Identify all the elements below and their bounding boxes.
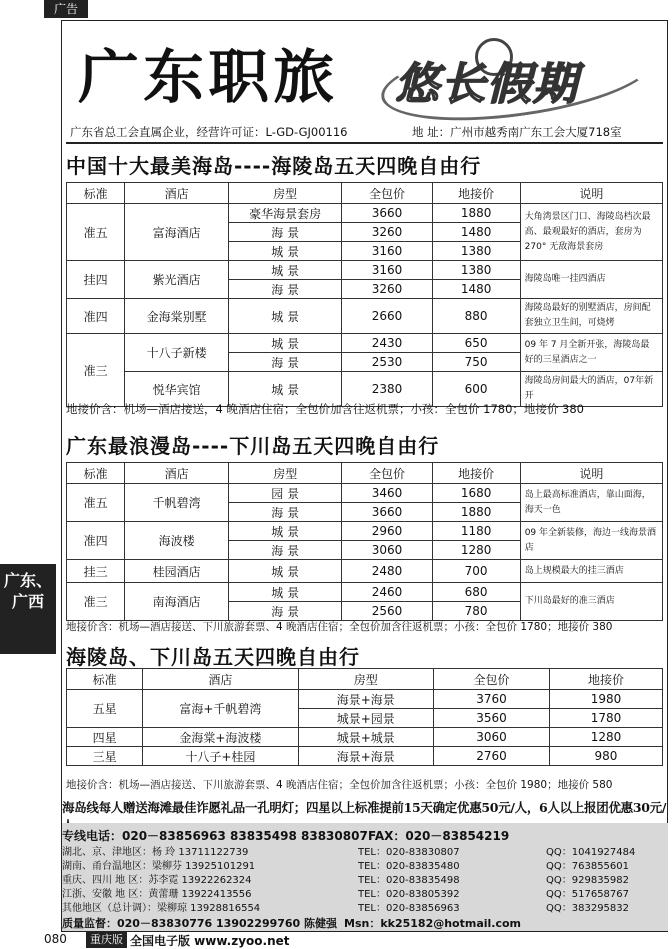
room-type: 海 景 xyxy=(228,353,341,372)
section3-footer: 地接价含：机场—酒店接送、下川旅游套票、4 晚酒店住宿；全包价加含往返机票；小孩：全包价 1980；地接价 580 xyxy=(66,779,613,791)
full-price: 3660 xyxy=(342,204,432,223)
website[interactable]: 全国电子版 www.zyoo.net xyxy=(130,934,290,948)
room-type: 海景+海景 xyxy=(298,690,434,709)
full-price: 2430 xyxy=(342,334,432,353)
row-note: 09 年 7 月全新开张，海陵岛最好的三星酒店之一 xyxy=(520,334,662,372)
quality-supervision: 质量监督：020－83830776 13902299760 陈健强 xyxy=(62,917,338,930)
row-hotel: 十八子+桂园 xyxy=(143,747,298,766)
local-price: 1880 xyxy=(432,503,520,522)
row-standard: 五星 xyxy=(67,690,143,728)
full-price: 3160 xyxy=(342,242,432,261)
row-note: 海陵岛房间最大的酒店，07年新开 xyxy=(520,372,662,407)
local-price: 1380 xyxy=(432,261,520,280)
divider xyxy=(66,142,663,144)
local-price: 600 xyxy=(432,372,520,407)
local-price: 1880 xyxy=(432,204,520,223)
section3-table xyxy=(66,668,663,766)
room-type: 园 景 xyxy=(228,484,341,503)
region-contact: 湖北、京、津地区：杨 玲 13711122739 xyxy=(62,847,249,858)
row-hotel: 千帆碧湾 xyxy=(125,484,229,522)
table-header: 地接价 xyxy=(549,669,662,690)
table-row xyxy=(67,522,663,541)
full-price: 3060 xyxy=(342,541,432,560)
region-qq: QQ：763855601 xyxy=(546,861,630,872)
row-standard: 四星 xyxy=(67,728,143,747)
row-standard: 准三 xyxy=(67,334,125,407)
local-price: 680 xyxy=(432,583,520,602)
room-type: 城景+园景 xyxy=(298,709,434,728)
local-price: 1380 xyxy=(432,242,520,261)
local-price: 1280 xyxy=(432,541,520,560)
table-header: 地接价 xyxy=(432,463,520,484)
table-row xyxy=(67,484,663,503)
region-tel: TEL：020-83856963 xyxy=(358,903,460,914)
room-type: 海 景 xyxy=(228,541,341,560)
section1-table xyxy=(66,182,663,407)
row-note: 岛上最高标准酒店，靠山面海，海天一色 xyxy=(520,484,662,522)
hotline: 专线电话：020－83856963 83835498 83830807 xyxy=(62,829,368,843)
room-type: 海 景 xyxy=(228,503,341,522)
room-type: 豪华海景套房 xyxy=(228,204,341,223)
row-hotel: 桂园酒店 xyxy=(125,560,229,583)
section3-title: 海陵岛、下川岛五天四晚自由行 xyxy=(66,645,360,669)
ad-tag: 广告 xyxy=(44,0,88,18)
region-contact: 江浙、安徽 地 区：黄蕾珊 13922413556 xyxy=(62,889,252,900)
row-standard: 准五 xyxy=(67,204,125,261)
table-row xyxy=(67,728,663,747)
local-price: 1480 xyxy=(432,280,520,299)
row-standard: 挂四 xyxy=(67,261,125,299)
row-note: 下川岛最好的准三酒店 xyxy=(520,583,662,621)
promo-text: 海岛线每人赠送海滩最佳诈愿礼品一孔明灯；四星以上标准提前15天确定优惠50元/人，6人以上报团优惠30元/ xyxy=(62,800,667,815)
row-hotel: 悦华宾馆 xyxy=(125,372,229,407)
room-type: 海 景 xyxy=(228,280,341,299)
row-hotel: 十八子新楼 xyxy=(125,334,229,372)
row-note: 岛上规模最大的挂三酒店 xyxy=(520,560,662,583)
full-price: 2960 xyxy=(342,522,432,541)
table-header: 酒店 xyxy=(125,183,229,204)
table-header: 全包价 xyxy=(342,183,432,204)
room-type: 城景+城景 xyxy=(298,728,434,747)
table-header: 标准 xyxy=(67,183,125,204)
room-type: 城 景 xyxy=(228,261,341,280)
full-price: 3160 xyxy=(342,261,432,280)
table-header: 说明 xyxy=(520,463,662,484)
table-row xyxy=(67,583,663,602)
table-row xyxy=(67,299,663,334)
local-price: 1180 xyxy=(432,522,520,541)
table-header: 全包价 xyxy=(434,669,550,690)
row-standard: 准四 xyxy=(67,299,125,334)
local-price: 780 xyxy=(432,602,520,621)
table-row xyxy=(67,690,663,709)
full-price: 2560 xyxy=(342,602,432,621)
table-header: 标准 xyxy=(67,669,143,690)
room-type: 城 景 xyxy=(228,583,341,602)
local-price: 650 xyxy=(432,334,520,353)
local-price: 880 xyxy=(432,299,520,334)
table-header: 酒店 xyxy=(125,463,229,484)
table-row xyxy=(67,204,663,223)
row-standard: 挂三 xyxy=(67,560,125,583)
region-tel: TEL：020-83830807 xyxy=(358,847,460,858)
local-price: 1480 xyxy=(432,223,520,242)
section1-title: 中国十大最美海岛----海陵岛五天四晚自由行 xyxy=(66,154,482,178)
local-price: 1280 xyxy=(549,728,662,747)
local-price: 700 xyxy=(432,560,520,583)
room-type: 海景+海景 xyxy=(298,747,434,766)
company-desc: 广东省总工会直属企业，经营许可证：L-GD-GJ00116 xyxy=(70,125,348,139)
row-standard: 准五 xyxy=(67,484,125,522)
row-note: 海陵岛最好的别墅酒店，房间配套独立卫生间，可烧烤 xyxy=(520,299,662,334)
row-hotel: 金海棠+海波楼 xyxy=(143,728,298,747)
full-price: 3660 xyxy=(342,503,432,522)
region-qq: QQ：1041927484 xyxy=(546,847,636,858)
sidebar-line2: 广西 xyxy=(11,592,44,611)
full-price: 3260 xyxy=(342,223,432,242)
row-note: 海陵岛唯一挂四酒店 xyxy=(520,261,662,299)
msn: Msn：kk25182@hotmail.com xyxy=(344,917,522,930)
local-price: 1680 xyxy=(432,484,520,503)
room-type: 海 景 xyxy=(228,602,341,621)
region-tel: TEL：020-83835480 xyxy=(358,861,460,872)
full-price: 3560 xyxy=(434,709,550,728)
region-contact: 湖南、甬台温地区：梁柳芬 13925101291 xyxy=(62,861,256,872)
local-price: 750 xyxy=(432,353,520,372)
full-price: 3760 xyxy=(434,690,550,709)
section2-title: 广东最浪漫岛----下川岛五天四晚自由行 xyxy=(66,434,440,458)
region-sidebar xyxy=(0,564,56,654)
row-standard: 三星 xyxy=(67,747,143,766)
local-price: 980 xyxy=(549,747,662,766)
row-note: 09 年全新装修，海边一线海景酒店 xyxy=(520,522,662,560)
brand-name: 广东职旅 xyxy=(78,43,339,111)
brand-slogan: 悠长假期 xyxy=(395,59,579,110)
section1-footer: 地接价含：机场—酒店接送，4 晚酒店住宿；全包价加含往返机票；小孩：全包价 1780；地接价 380 xyxy=(66,402,584,416)
region-tel: TEL：020-83805392 xyxy=(358,889,460,900)
local-price: 1980 xyxy=(549,690,662,709)
region-contact: 其他地区（总计调）：梁柳琼 13928816554 xyxy=(62,903,261,914)
section2-footer: 地接价含：机场—酒店接送、下川旅游套票、4 晚酒店住宿；全包价加含往返机票；小孩：全包价 1780；地接价 380 xyxy=(66,621,613,633)
region-tel: TEL：020-83835498 xyxy=(358,875,460,886)
room-type: 城 景 xyxy=(228,242,341,261)
local-price: 1780 xyxy=(549,709,662,728)
room-type: 城 景 xyxy=(228,560,341,583)
table-header: 标准 xyxy=(67,463,125,484)
row-hotel: 紫光酒店 xyxy=(125,261,229,299)
table-row xyxy=(67,560,663,583)
row-standard: 准四 xyxy=(67,522,125,560)
full-price: 2460 xyxy=(342,583,432,602)
full-price: 3060 xyxy=(434,728,550,747)
table-header: 房型 xyxy=(228,183,341,204)
full-price: 2530 xyxy=(342,353,432,372)
row-hotel: 海波楼 xyxy=(125,522,229,560)
full-price: 3260 xyxy=(342,280,432,299)
region-qq: QQ：929835982 xyxy=(546,875,630,886)
company-address: 地 址：广州市越秀南广东工会大厦718室 xyxy=(412,125,622,139)
table-header: 地接价 xyxy=(432,183,520,204)
table-header: 房型 xyxy=(298,669,434,690)
full-price: 2480 xyxy=(342,560,432,583)
page-number: 080 xyxy=(44,932,67,946)
row-note: 大角湾景区门口、海陵岛档次最高、最观最好的酒店，套房为 270° 无敌海景套房 xyxy=(520,204,662,261)
section2-table xyxy=(66,462,663,621)
edition-badge: 重庆版 xyxy=(86,932,127,948)
full-price: 2380 xyxy=(342,372,432,407)
region-contact: 重庆、四川 地 区：苏李霓 13922262324 xyxy=(62,875,252,886)
room-type: 海 景 xyxy=(228,223,341,242)
row-hotel: 南海酒店 xyxy=(125,583,229,621)
full-price: 2760 xyxy=(434,747,550,766)
region-qq: QQ：383295832 xyxy=(546,903,630,914)
table-header: 房型 xyxy=(228,463,341,484)
table-row xyxy=(67,334,663,353)
table-row xyxy=(67,261,663,280)
full-price: 2660 xyxy=(342,299,432,334)
room-type: 城 景 xyxy=(228,299,341,334)
table-header: 说明 xyxy=(520,183,662,204)
table-row xyxy=(67,747,663,766)
row-hotel: 金海棠别墅 xyxy=(125,299,229,334)
row-hotel: 富海酒店 xyxy=(125,204,229,261)
room-type: 城 景 xyxy=(228,334,341,353)
fax: FAX：020－83854219 xyxy=(368,829,510,843)
contact-box xyxy=(62,823,668,931)
full-price: 3460 xyxy=(342,484,432,503)
row-standard: 准三 xyxy=(67,583,125,621)
sidebar-line1: 广东、 xyxy=(3,571,52,590)
region-qq: QQ：517658767 xyxy=(546,889,630,900)
room-type: 城 景 xyxy=(228,522,341,541)
room-type: 城 景 xyxy=(228,372,341,407)
table-header: 全包价 xyxy=(342,463,432,484)
row-hotel: 富海+千帆碧湾 xyxy=(143,690,298,728)
table-header: 酒店 xyxy=(143,669,298,690)
